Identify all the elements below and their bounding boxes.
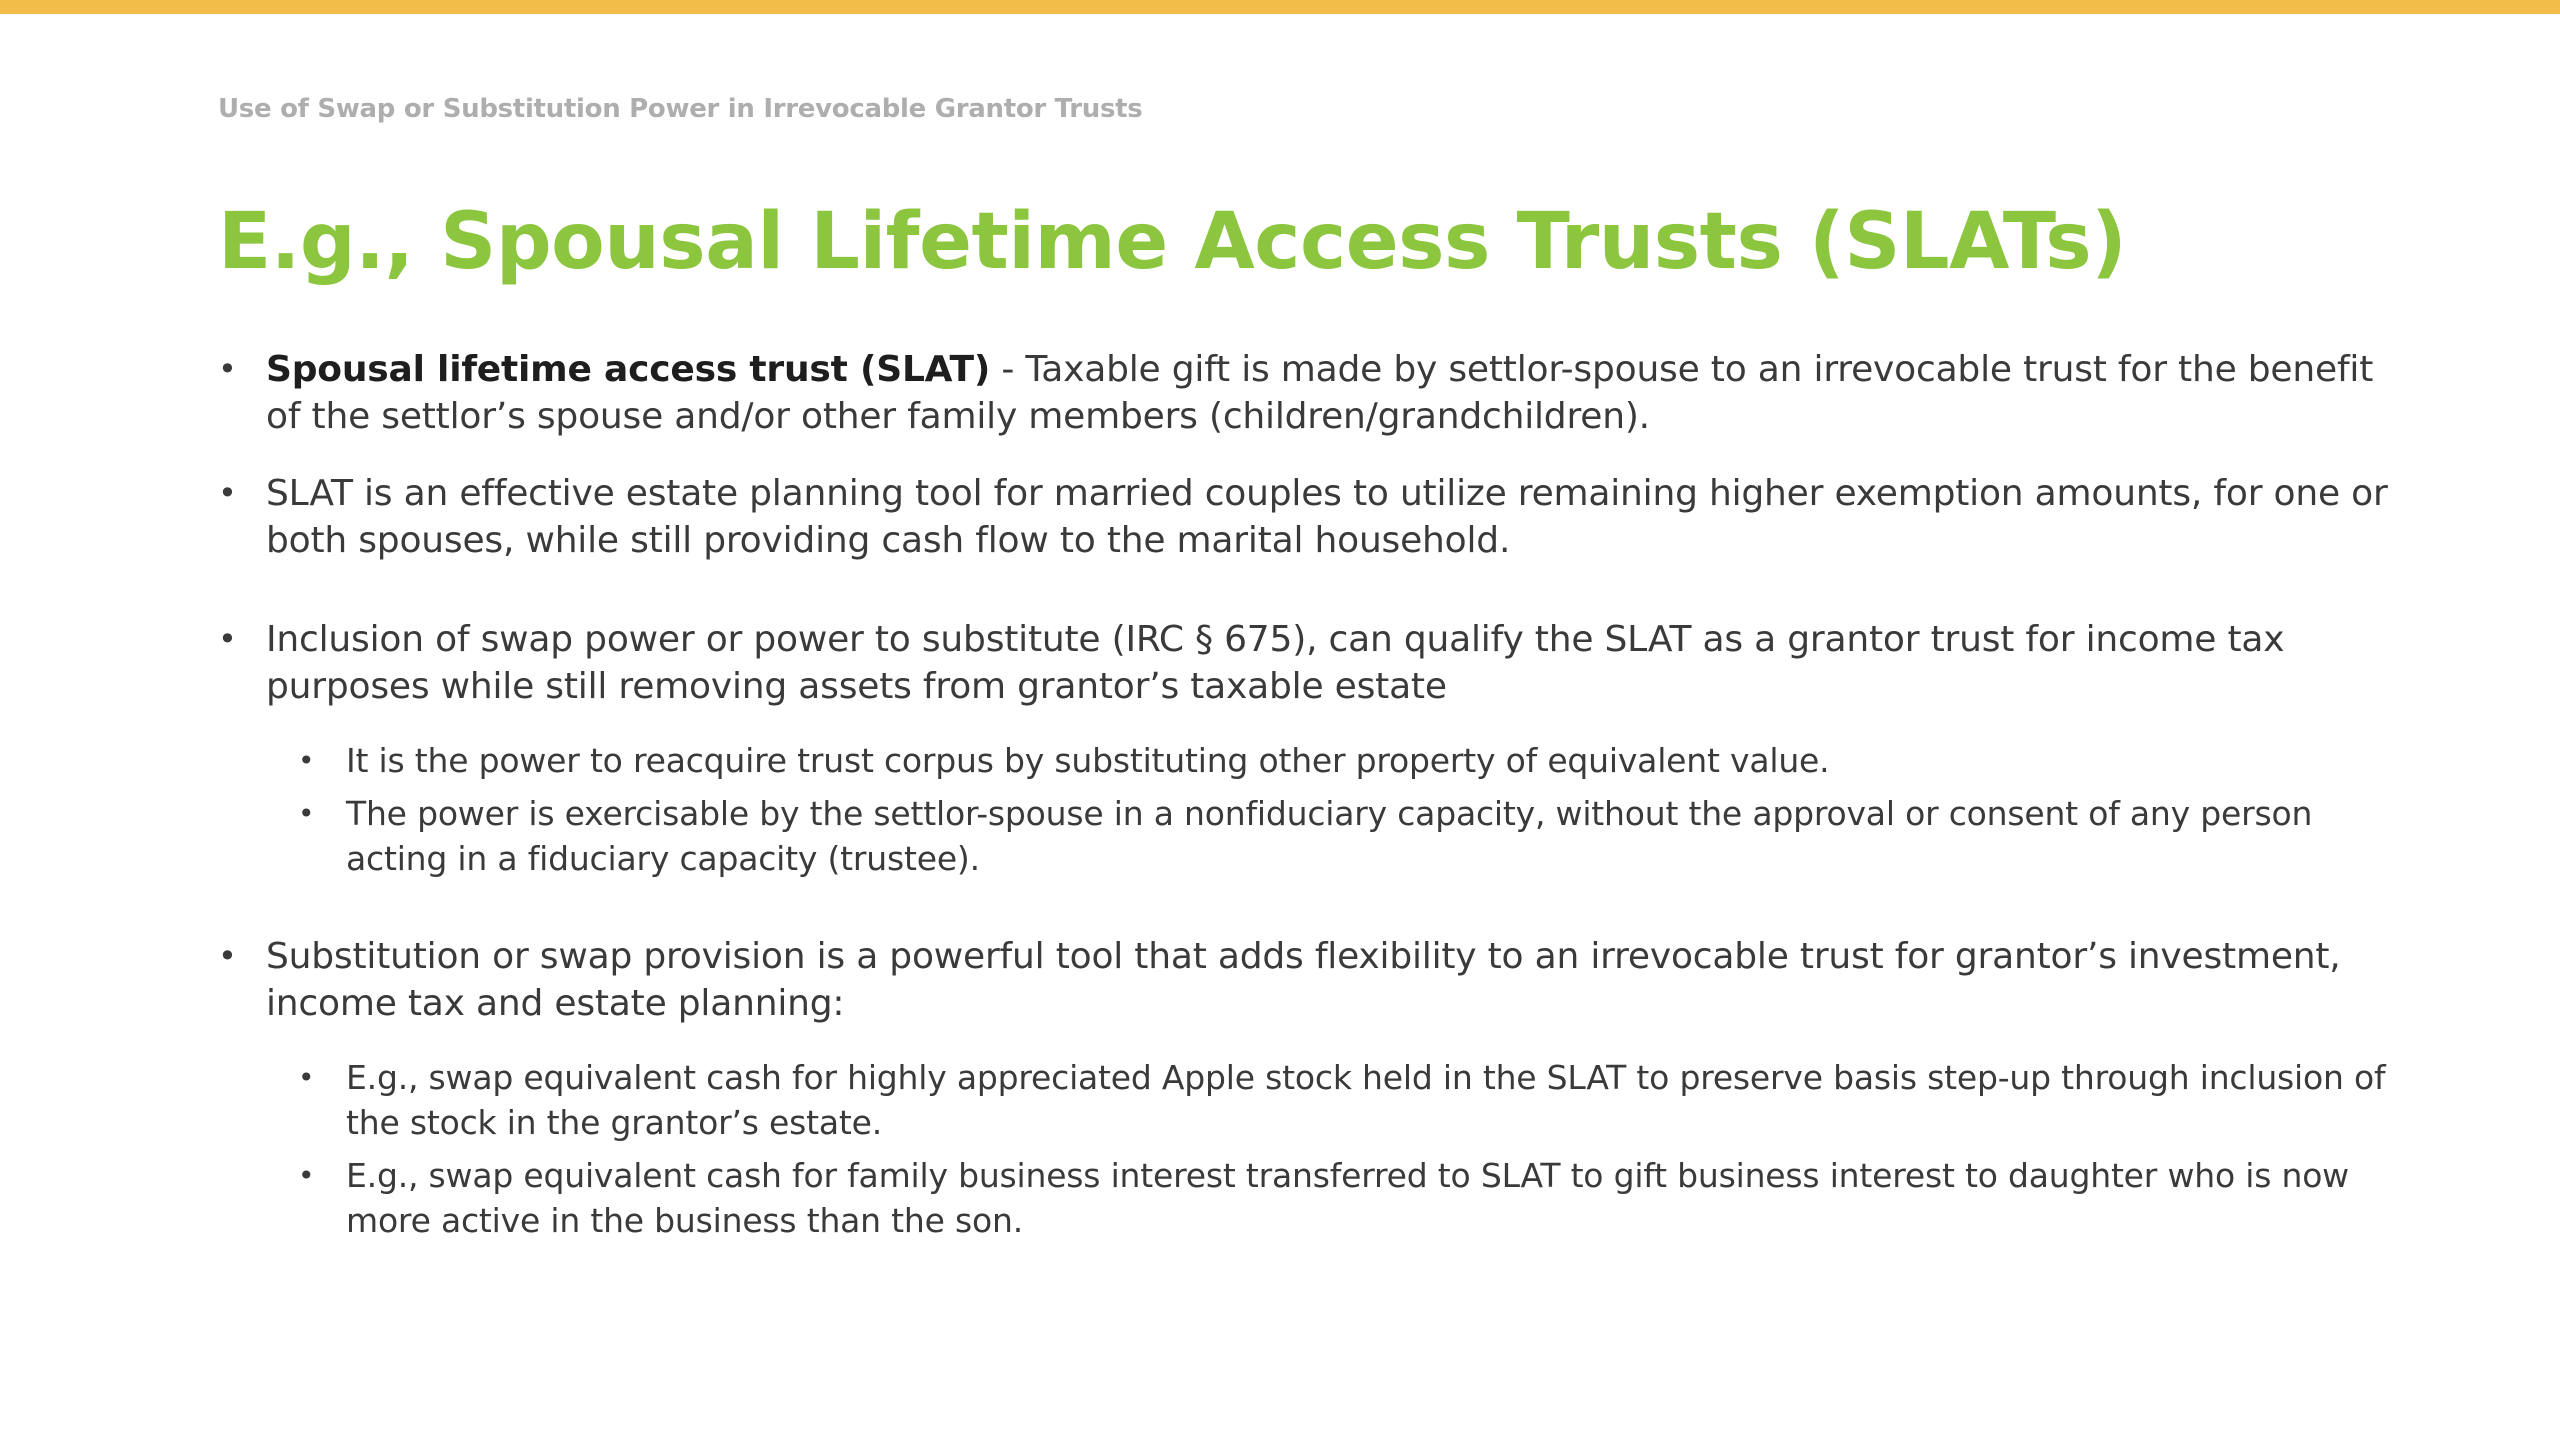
sub-bullet-list (266, 738, 2408, 881)
sub-bullet-list (266, 1055, 2408, 1243)
section-subtitle: Use of Swap or Substitution Power in Irrevocable Grantor Trusts (218, 94, 1143, 124)
bullet-text: Inclusion of swap power or power to substitute (IRC § 675), can qualify the SLAT as a grantor trust for income tax purposes while still removing assets from grantor’s taxable estate (266, 619, 2285, 707)
bullet-list (218, 346, 2408, 1243)
bullet-text: Substitution or swap provision is a powerful tool that adds flexibility to an irrevocable trust for grantor’s investment, income tax and estate planning: (266, 936, 2341, 1024)
slide-content (218, 346, 2408, 1251)
sub-bullet-item: • It is the power to reacquire trust corpus by substituting other property of equivalent value. (298, 738, 2408, 783)
bullet-term: Spousal lifetime access trust (SLAT) (266, 349, 991, 390)
bullet-text: SLAT is an effective estate planning tool for married couples to utilize remaining higher exemption amounts, for one or both spouses, while still providing cash flow to the marital household. (266, 473, 2388, 561)
bullet-swap-power (218, 616, 2408, 881)
sub-bullet-item: • The power is exercisable by the settlor-spouse in a nonfiduciary capacity, without the approval or consent of any person acting in a fiduciary capacity (trustee). (298, 791, 2408, 881)
top-accent-bar (0, 0, 2560, 14)
bullet-slat-definition (218, 346, 2408, 440)
bullet-substitution-provision (218, 933, 2408, 1243)
bullet-slat-planning-tool (218, 470, 2408, 564)
sub-bullet-item: • E.g., swap equivalent cash for family business interest transferred to SLAT to gift business interest to daughter who is now more active in the business than the son. (298, 1153, 2408, 1243)
sub-bullet-item: • E.g., swap equivalent cash for highly appreciated Apple stock held in the SLAT to preserve basis step-up through inclusion of the stock in the grantor’s estate. (298, 1055, 2408, 1145)
bullet-text: - Taxable gift is made by settlor-spouse to an irrevocable trust for the benefit of the settlor’s spouse and/or other family members (children/grandchildren). (266, 349, 2374, 437)
slide-title: E.g., Spousal Lifetime Access Trusts (SLATs) (218, 197, 2127, 287)
